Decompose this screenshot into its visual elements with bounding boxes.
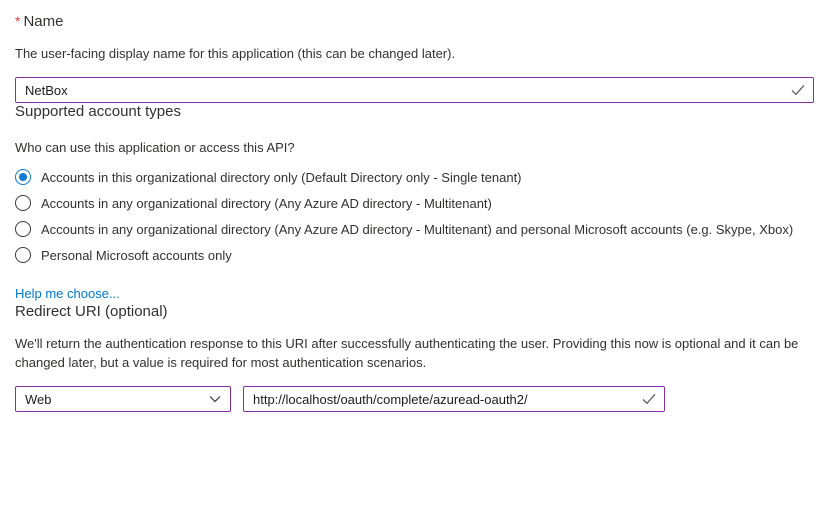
radio-option-single-tenant[interactable] <box>15 164 814 190</box>
radio-button-icon[interactable] <box>15 169 31 185</box>
radio-option-multitenant-personal[interactable] <box>15 216 814 242</box>
name-section-title-text: Name <box>23 13 64 30</box>
radio-option-label: Accounts in any organizational directory (Any Azure AD directory - Multitenant) <box>41 195 492 211</box>
redirect-uri-input[interactable] <box>243 386 665 412</box>
account-types-question: Who can use this application or access this API? <box>15 140 295 155</box>
name-input-wrap <box>15 77 814 103</box>
radio-option-label: Accounts in any organizational directory (Any Azure AD directory - Multitenant) and personal Microsoft accounts (e.g. Skype, Xbox) <box>41 221 794 237</box>
redirect-uri-description: We'll return the authentication response to this URI after successfully authenticating the user. Providing this now is optional and it can be changed later, but a value is required for most authentication scenarios. <box>15 336 799 370</box>
required-asterisk: * <box>15 13 21 29</box>
chevron-down-icon <box>209 395 221 403</box>
name-description: The user-facing display name for this application (this can be changed later). <box>15 46 456 61</box>
platform-select-dropdown[interactable] <box>15 386 231 412</box>
platform-selected-value: Web <box>25 391 52 407</box>
account-types-radio-group <box>15 164 814 268</box>
radio-button-icon[interactable] <box>15 195 31 211</box>
radio-button-icon[interactable] <box>15 247 31 263</box>
redirect-uri-row <box>15 386 814 412</box>
radio-option-multitenant[interactable] <box>15 190 814 216</box>
uri-input-wrap <box>243 386 665 412</box>
radio-option-label: Accounts in this organizational directory only (Default Directory only - Single tenant) <box>41 169 522 185</box>
name-input[interactable] <box>15 77 814 103</box>
radio-button-icon[interactable] <box>15 221 31 237</box>
radio-option-label: Personal Microsoft accounts only <box>41 247 232 263</box>
help-me-choose-link[interactable]: Help me choose... <box>15 286 120 301</box>
account-types-title: Supported account types <box>15 103 181 120</box>
radio-option-personal-only[interactable] <box>15 242 814 268</box>
name-section-title <box>15 12 814 31</box>
redirect-uri-title: Redirect URI (optional) <box>15 303 168 320</box>
